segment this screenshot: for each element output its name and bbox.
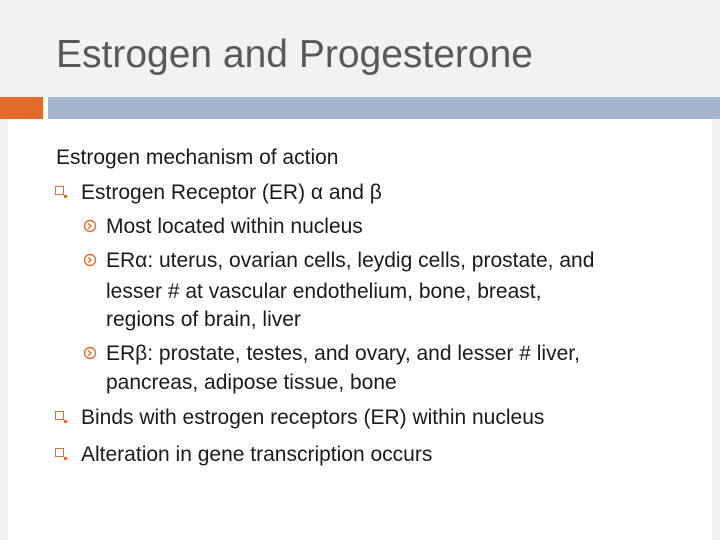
target-bullet-icon bbox=[83, 346, 97, 360]
bullet-l2-3-line-1: ERβ: prostate, testes, and ovary, and lesser # liver, bbox=[106, 342, 580, 365]
bullet-l2-2-line-1: ERα: uterus, ovarian cells, leydig cells, prostate, and bbox=[106, 249, 595, 272]
bullet-l1-1-text: Estrogen Receptor (ER) α and β bbox=[81, 181, 382, 204]
square-bullet-icon bbox=[55, 448, 64, 457]
target-bullet-icon bbox=[83, 219, 97, 233]
bullet-l1-2-text: Binds with estrogen receptors (ER) within nucleus bbox=[81, 406, 545, 429]
slide-title: Estrogen and Progesterone bbox=[56, 33, 533, 76]
bullet-l2-2-line-3: regions of brain, liver bbox=[106, 308, 301, 331]
bullet-l2-3-line-2: pancreas, adipose tissue, bone bbox=[106, 371, 397, 394]
bullet-l2-1-line-1: Most located within nucleus bbox=[106, 215, 363, 238]
bullet-l2-2-line-2: lesser # at vascular endothelium, bone, breast, bbox=[106, 280, 542, 303]
square-bullet-icon bbox=[55, 186, 64, 195]
target-bullet-icon bbox=[83, 253, 97, 267]
intro-text: Estrogen mechanism of action bbox=[56, 146, 339, 169]
square-bullet-icon bbox=[55, 411, 64, 420]
bullet-l1-3-text: Alteration in gene transcription occurs bbox=[81, 443, 433, 466]
